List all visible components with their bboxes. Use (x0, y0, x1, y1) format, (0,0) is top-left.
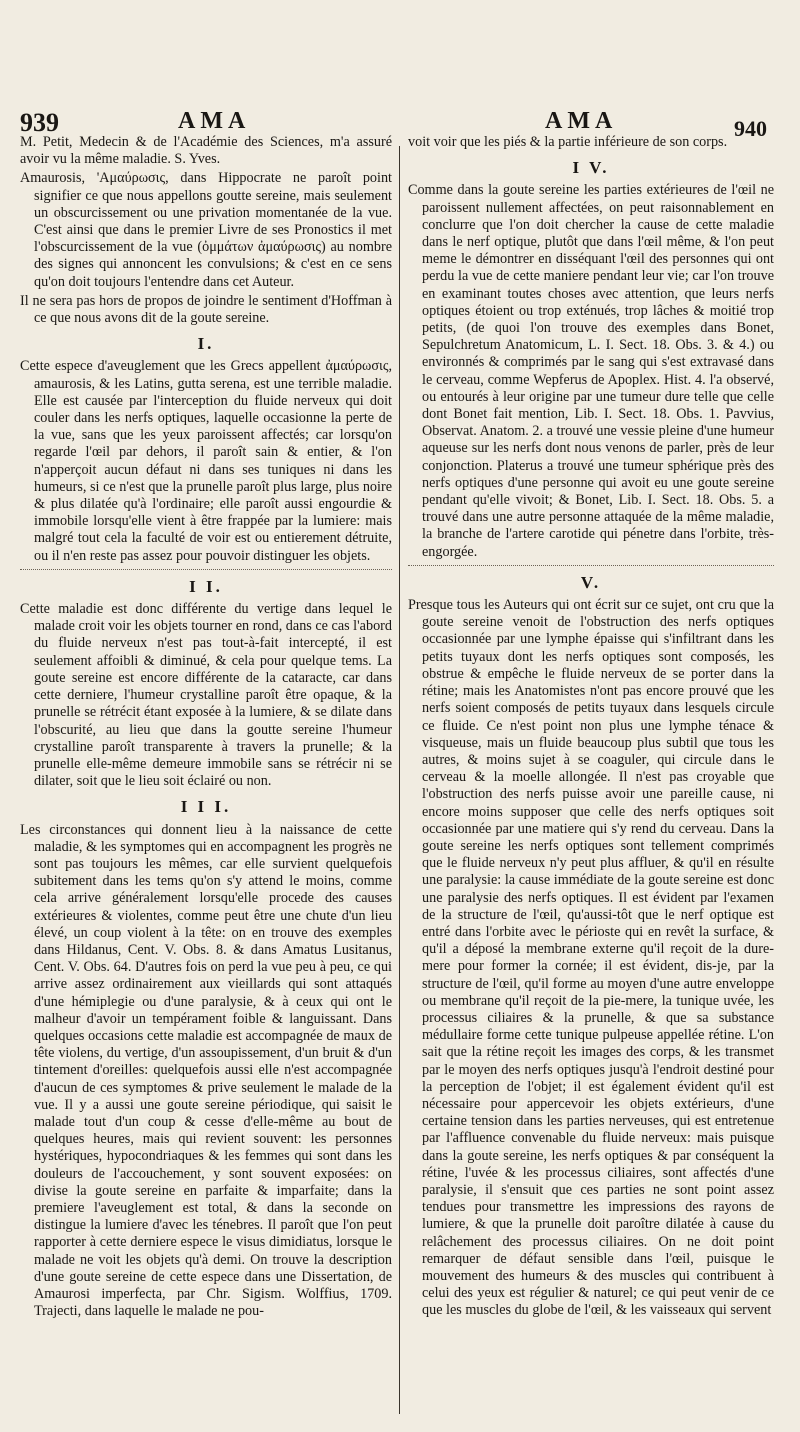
running-head-right: AMA (545, 108, 618, 134)
section-heading-5: V. (580, 572, 602, 592)
section-4-text: Comme dans la goute sereine les parties extérieures de l'œil ne paroissent nullement affectées, on peut raisonnablement en conclurre que l'on doit chercher la cause de cette maladie dans le nerf optique, plutôt que dans l'œil même, & l'on peut meme le démontrer en disséquant l'œil des personnes qui ont perdu la vue de cette maniere pendant leur vie; car l'on trouve en examinant toutes choses avec attention, que leurs nerfs optiques étoient ou trop exténués, trop lâches & moitié trop petits, (de quoi l'on trouve des exemples dans Bonet, Sepulchretum Anatomicum, L. I. Sect. 18. Obs. 3. & 4.) ou environnés & comprimés par le sang qui s'est extravasé dans le cerveau, comme Wepferus de Apoplex. Hist. 4. l'a observé, ou entourés à leur origine par une tumeur dure telle que celle dont Bonet fait mention, Lib. I. Sect. 18. Obs. 1. Pavvius, Observat. Anatom. 2. a trouvé une vessie pleine d'une humeur aqueuse sur les nerfs dont nous venons de parler, près de leur conjonction. Platerus a trouvé une tumeur sphérique près des nerfs optiques d'une personne qui avoit eu une goute sereine pendant qu'elle vivoit; & Bonet, Lib. I. Sect. 18. Obs. 5. a trouvé dans une autre personne attaquée de la même maladie, la branche de l'artere carotide qui pénetre dans l'orbite, très-engorgée. (408, 182, 774, 560)
running-head-left: AMA (178, 108, 251, 134)
intro-paragraph: M. Petit, Medecin & de l'Académie des Sciences, m'a assuré avoir vu la même maladie. S. Yves. (20, 134, 392, 168)
page-number-right: 940 (734, 116, 767, 141)
section-heading-4: I V. (572, 158, 610, 178)
left-column (20, 134, 392, 1322)
section-rule (20, 569, 392, 570)
section-1-text: Cette espece d'aveuglement que les Grecs appellent ἀμαύρωσις, amaurosis, & les Latins, gutta serena, est une terrible maladie. Elle est causée par l'interception du fluide nerveux qui doit couler dans les nerfs optiques, laquelle occasionne la perte de la vue, sans que les yeux paroissent affectés; car lorsqu'on regarde l'œil par dehors, il paroît sain & entier, & l'on n'apperçoit aucun défaut ni dans ses tuniques ni dans les humeurs, si ce n'est que la prunelle paroît plus large, plus noire & plus dilatée qu'à l'ordinaire; elle paroît aussi engourdie & immobile lorsqu'elle vient à être frappée par la lumiere: mais malgré tout cela la faculté de voir est ou entierement détruite, ou il n'en reste pas assez pour pouvoir distinguer les objets. (20, 358, 392, 564)
section-heading-1: I. (197, 334, 215, 354)
amaurosis-paragraph: Amaurosis, 'Αμαύρωσις, dans Hippocrate ne paroît point signifier ce que nous appellons goutte sereine, mais seulement un obscurcissement ou une privation momentanée de la vue. C'est ainsi que dans le premier Livre de ses Pronostics il met l'obscurcissement de la vue (ὀμμάτων ἀμαύρωσις) au nombre des signes qui annoncent les convulsions; & c'est en ce sens qu'on doit toujours l'entendre dans cet Auteur. (20, 170, 392, 290)
section-2-text: Cette maladie est donc différente du vertige dans lequel le malade croit voir les objets tourner en rond, dans ce cas l'abord du fluide nerveux n'est pas tout-à-fait intercepté, il est seulement affoibli & diminué, & cela pour quelque tems. La goute sereine est encore différente de la cataracte, car dans cette derniere, l'humeur crystalline paroît être opaque, & la prunelle se rétrécit étant exposée à la lumiere, & se dilate dans l'obscurité, au lieu que dans la goutte sereine l'humeur crystalline paroît transparente à travers la prunelle; & la prunelle elle-même demeure immobile sans se rétrécir ni se dilater, soit que le lieu soit éclairé ou non. (20, 601, 392, 790)
section-rule (408, 565, 774, 566)
column-divider (399, 146, 400, 1414)
section-5-text: Presque tous les Auteurs qui ont écrit sur ce sujet, ont cru que la goute sereine venoit de l'obstruction des nerfs optiques occasionnée par une lymphe épaisse qui s'infiltrant dans les petits tuyaux dont les nerfs optiques sont composés, les obstrue & empêche le fluide nerveux de se porter dans la rétine; mais les Anatomistes n'ont pas encore prouvé que les nerfs soient composés de petits tuyaux dans lesquels circule ce fluide. Ce n'est point non plus une lymphe ténace & visqueuse, mais un fluide beaucoup plus subtil que tous les autres, & moins sujet à se coaguler, qui circule dans le cerveau & la moelle allongée. Il n'est pas croyable que l'obstruction des nerfs puisse avoir une pareille cause, ni encore moins supposer que celle des nerfs optiques soit occasionnée par une matiere qui s'y rend du cerveau. Dans la goute sereine les nerfs optiques sont tellement comprimés que le fluide nerveux n'y peut plus affluer, & qu'il en résulte une paralysie: la cause immédiate de la goute sereine est donc une paralysie des nerfs optiques. Il est évident par l'examen de la structure de l'œil, qu'aussi-tôt que le nerf optique est entré dans l'orbite avec le périoste qui en revêt la surface, & qu'il a déposé la membrane externe qu'il reçoit de la dure-mere pour former la cornée; il est évident, dis-je, par la structure de l'œil, qu'il forme au moyen d'une autre enveloppe ou membrane qu'il reçoit de la pie-mere, la tunique uvée, les processus ciliaires & la prunelle, & que sa substance médullaire forme cette tunique pulpeuse appellée rétine. L'on sait que la rétine reçoit les images des corps, & les transmet par le moyen des nerfs optiques jusqu'à l'endroit destiné pour la perception de l'objet; il est également évident qu'il est nécessaire pour appercevoir les objets extérieurs, d'une certaine tension dans les parties nerveuses, qui est entretenue par l'affluence convenable du fluide nerveux: mais puisque dans la goute sereine, les nerfs optiques & par conséquent la rétine, l'uvée & les processus ciliaires, sont affectés d'une paralysie, il s'ensuit que ces parties ne sont point assez tendues pour transmettre les impressions des rayons de lumiere, & que la prunelle doit paroître dilatée à cause du relâchement des processus ciliaires. On ne doit point remarquer de défaut sensible dans l'œil, puisque le mouvement des humeurs & des muscles qui contribuent à celui des yeux est régulier & naturel; ce qui peut venir de ce que les muscles du globe de l'œil, & les vaisseaux qui servent (408, 597, 774, 1319)
hoffman-paragraph: Il ne sera pas hors de propos de joindre le sentiment d'Hoffman à ce que nous avons dit de la goute sereine. (20, 292, 392, 327)
section-heading-3: I I I. (180, 797, 232, 817)
page-number-left: 939 (20, 108, 59, 137)
continued-paragraph: voit voir que les piés & la partie inférieure de son corps. (408, 134, 728, 150)
section-3-text: Les circonstances qui donnent lieu à la naissance de cette maladie, & les symptomes qui en accompagnent les progrès ne sont pas toujours les mêmes, car elle survient quelquefois subitement dans les tems qu'on s'y attend le moins, comme cela arrive généralement lorsqu'elle procede des causes extérieures & violentes, comme peut être une chute d'un lieu élevé, un coup violent à la tête: on en trouve des exemples dans Hildanus, Cent. V. Obs. 8. & dans Amatus Lusitanus, Cent. V. Obs. 64. D'autres fois on perd la vue peu à peu, ce qui arrive assez ordinairement aux vieillards qui sont attaqués d'une hémiplegie ou d'une paralysie, & à ceux qui ont le malheur d'avoir un tempérament foible & languissant. Dans quelques occasions cette maladie est accompagnée de maux de tête violens, du vertige, d'un assoupissement, d'un bruit & d'un tintement d'oreilles: quelquefois aussi elle n'est accompagnée d'aucun de ces symptomes & prive seulement le malade de la vue. Il y a aussi une goute sereine périodique, qui saisit le malade tout d'un coup & cesse d'elle-même au bout de quelques heures, mais qui revient souvent: les personnes hystériques, hypocondriaques & les femmes qui sont dans les douleurs de l'accouchement, y sont souvent exposées: on divise la goute sereine en parfaite & imparfaite; dans la premiere l'aveuglement est total, & dans la seconde on distingue la lumiere d'avec les ténebres. Il paroît que l'on peut rapporter à cette derniere espece le visus dimidiatus, lorsque le malade ne voit les objets qu'à demi. On trouve la description d'une goute sereine de cette espece dans une Dissertation, de Amaurosi imperfecta, par Chr. Sigism. Wolffius, 1709. Trajecti, dans laquelle le malade ne pou- (20, 821, 392, 1320)
right-column (408, 134, 774, 1322)
section-heading-2: I I. (189, 576, 223, 596)
